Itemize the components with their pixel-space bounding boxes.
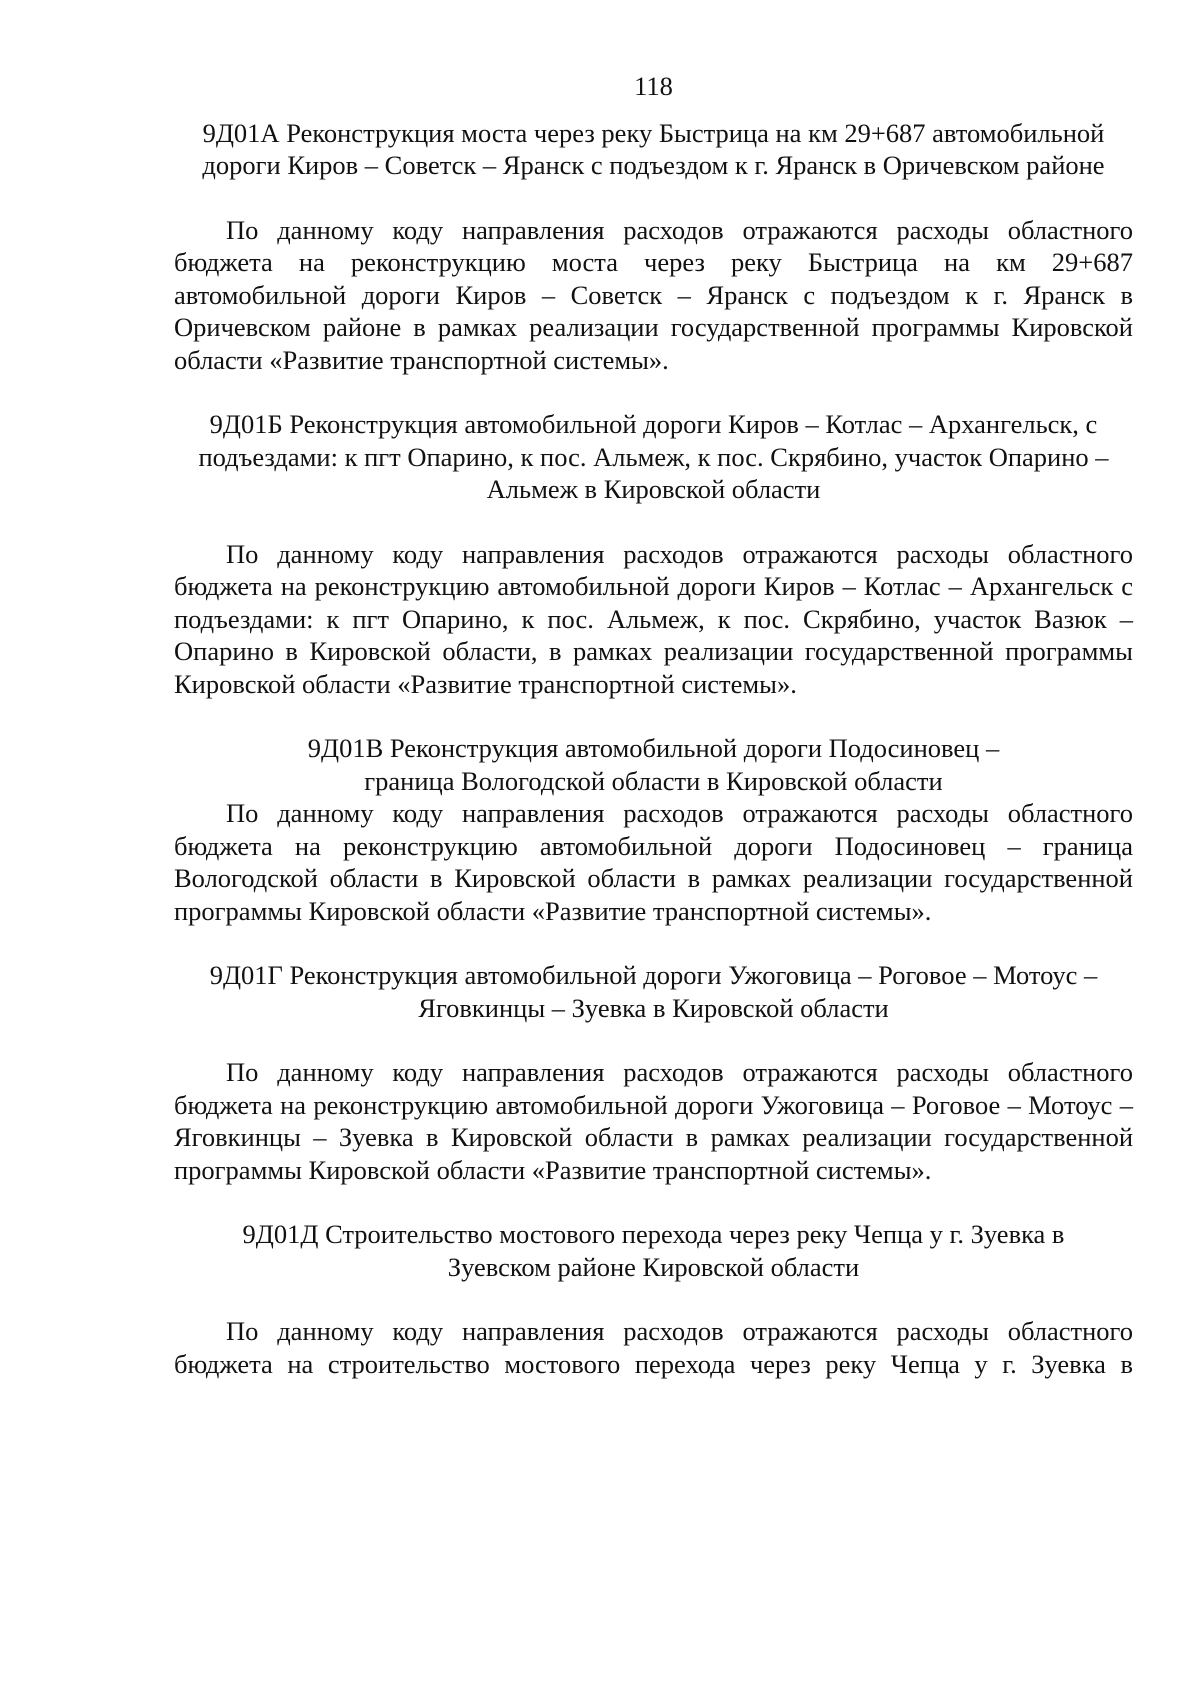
section-heading-9d01g: 9Д01Г Реконструкция автомобильной дороги Ужоговица – Роговое – Мотоус – Яговкинцы – Зуевка в Кировской области [209,960,1098,1023]
spacer [174,927,1133,959]
section-body-9d01b: По данному коду направления расходов отражаются расходы областного бюджета на реконструкцию автомобильной дороги Киров – Котлас – Архангельск с подъездами: к пгт Опарино, к пос. Альмеж, к пос. Скрябино, участок Вазюк – Опарино в Кировской области, в рамках реализации государственной программы Кировской области «Развитие транспортной системы». [174,538,1133,699]
spacer [174,700,1133,732]
section-heading-9d01b: 9Д01Б Реконструкция автомобильной дороги Киров – Котлас – Архангельск, с подъездами: к пгт Опарино, к пос. Альмеж, к пос. Скрябино, участок Опарино – Альмеж в Кировской области [198,409,1109,504]
spacer [174,182,1133,214]
spacer [174,506,1133,538]
spacer [174,1024,1133,1056]
section-heading-9d01a: 9Д01А Реконструкция моста через реку Быстрица на км 29+687 автомобильной дороги Киров – Советск – Яранск с подъездом к г. Яранск в Оричевском районе [202,117,1105,180]
section-heading-9d01v: 9Д01В Реконструкция автомобильной дороги Подосиновец – граница Вологодской области в Кировской области [307,733,1000,796]
section-body-9d01g: По данному коду направления расходов отражаются расходы областного бюджета на реконструкцию автомобильной дороги Ужоговица – Роговое – Мотоус – Яговкинцы – Зуевка в Кировской области в рамках реализации государственной программы Кировской области «Развитие транспортной системы». [174,1057,1133,1185]
section-body-9d01d: По данному коду направления расходов отражаются расходы областного бюджета на строительство мостового перехода через реку Чепца у г. Зуевка в [174,1316,1133,1379]
section-heading-9d01d: 9Д01Д Строительство мостового перехода через реку Чепца у г. Зуевка в Зуевском районе Кировской области [242,1219,1065,1282]
spacer [174,1186,1133,1218]
document-page [174,70,1133,1380]
spacer [174,1283,1133,1315]
section-body-9d01a: По данному коду направления расходов отражаются расходы областного бюджета на реконструкцию моста через реку Быстрица на км 29+687 автомобильной дороги Киров – Советск – Яранск с подъездом к г. Яранск в Оричевском районе в рамках реализации государственной программы Кировской области «Развитие транспортной системы». [174,214,1133,375]
section-body-9d01v: По данному коду направления расходов отражаются расходы областного бюджета на реконструкцию автомобильной дороги Подосиновец – граница Вологодской области в Кировской области в рамках реализации государственной программы Кировской области «Развитие транспортной системы». [174,798,1133,926]
page-number: 118 [634,71,673,101]
spacer [174,376,1133,408]
